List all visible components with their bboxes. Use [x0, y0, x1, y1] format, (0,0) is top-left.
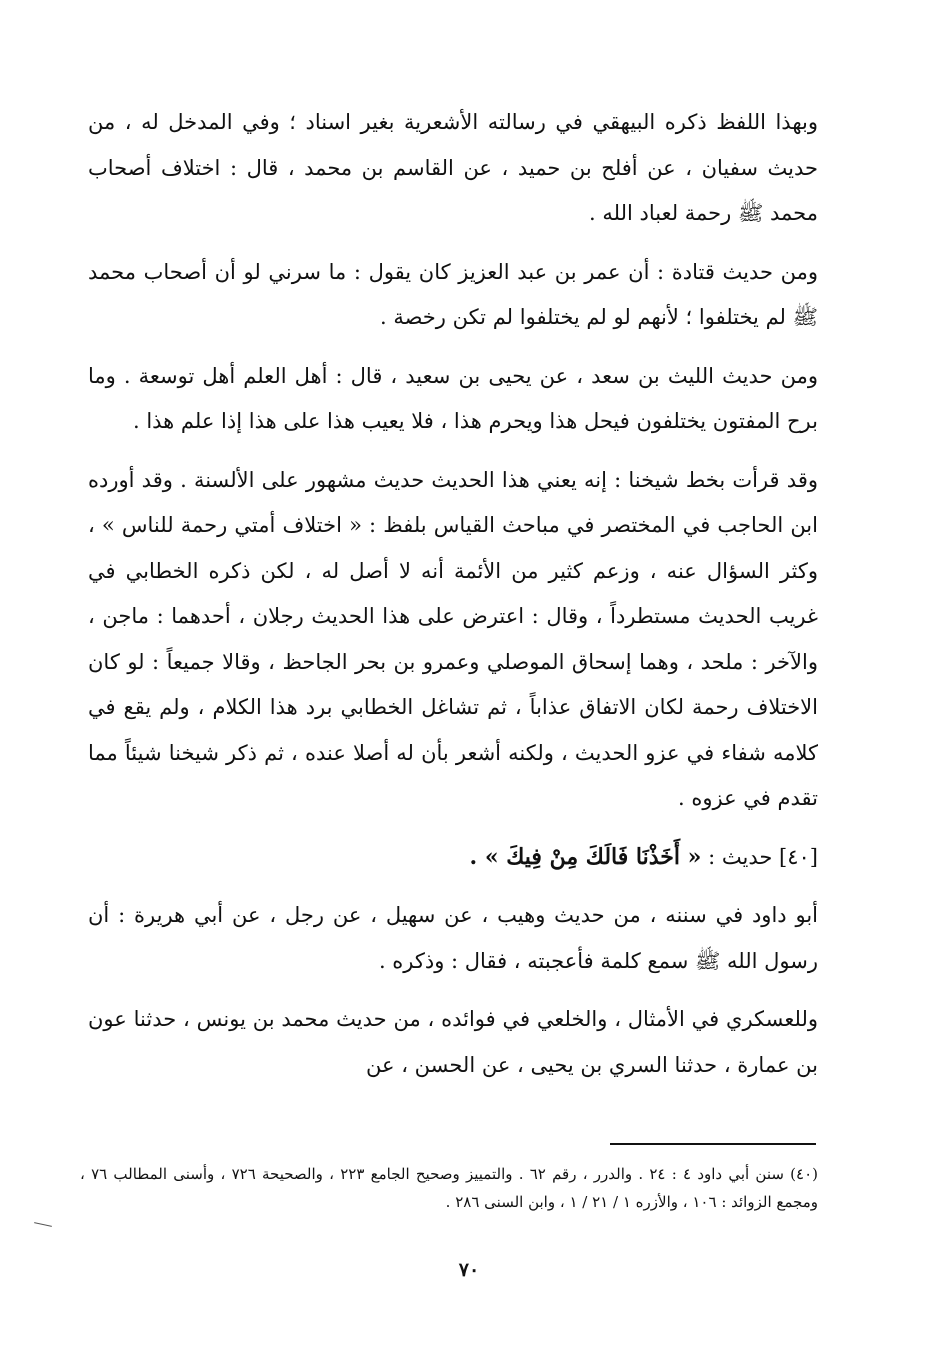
hadith-heading [88, 835, 818, 881]
hadith-quote: « أَخَذْنَا فَالَكَ مِنْ فِيكَ » . [469, 843, 702, 870]
footnote-40: (٤٠) سنن أبي داود ٤ : ٢٤ . والدرر ، رقم ٦٢ . والتمييز وصحيح الجامع ٢٢٣ ، والصحيحة ٧٢٦ ، وأسنى المطالب ٧٦ ، ومجمع الزوائد : ١٠٦ ، والأزره ١ / ٢١ / ١ ، وابن السنى ٢٨٦ . [80, 1165, 818, 1211]
paragraph-askari: وللعسكري في الأمثال ، والخلعي في فوائده ، من حديث محمد بن يونس ، حدثنا عون بن عمارة ، حدثنا السري بن يحيى ، عن الحسن ، عن [88, 1007, 818, 1077]
page-number: ٧٠ [458, 1259, 480, 1281]
paragraph-abu-dawud: أبو داود في سننه ، من حديث وهيب ، عن سهيل ، عن رجل ، عن أبي هريرة : أن رسول الله ﷺ سمع كلمة فأعجبته ، فقال : وذكره . [88, 903, 818, 973]
footnotes [80, 1160, 818, 1216]
margin-mark [34, 1222, 52, 1227]
paragraph-qatada: ومن حديث قتادة : أن عمر بن عبد العزيز كان يقول : ما سرني لو أن أصحاب محمد ﷺ لم يختلفوا ؛ لأنهم لو لم يختلفوا لم تكن رخصة . [88, 259, 818, 329]
main-text [88, 100, 818, 1101]
hadith-prefix: حديث : [708, 844, 773, 869]
paragraph-layth: ومن حديث الليث بن سعد ، عن يحيى بن سعيد ، قال : أهل العلم أهل توسعة . وما برح المفتون يختلفون فيحل هذا ويحرم هذا ، فلا يعيب هذا على هذا إذا علم هذا . [88, 363, 818, 433]
paragraph-shaykh: وقد قرأت بخط شيخنا : إنه يعني هذا الحديث حديث مشهور على الألسنة . وقد أورده ابن الحاجب في المختصر في مباحث القياس بلفظ : « اختلاف أمتي رحمة للناس » ، وكثر السؤال عنه ، وزعم كثير من الأئمة أنه لا أصل له ، لكن ذكره الخطابي في غريب الحديث مستطرداً ، وقال : اعترض على هذا الحديث رجلان ، أحدهما : ماجن ، والآخر : ملحد ، وهما إسحاق الموصلي وعمرو بن بحر الجاحظ ، وقالا جميعاً : لو كان الاختلاف رحمة لكان الاتفاق عذاباً ، ثم تشاغل الخطابي برد هذا الكلام ، ولم يقع في كلامه شفاء في عزو الحديث ، ولكنه أشعر بأن له أصلا عنده ، ثم ذكر شيخنا شيئاً مما تقدم في عزوه . [88, 467, 818, 810]
footnote-separator [610, 1143, 816, 1145]
paragraph-bayhaqi: وبهذا اللفظ ذكره البيهقي في رسالته الأشعرية بغير اسناد ؛ وفي المدخل له ، من حديث سفيان ، عن أفلح بن حميد ، عن القاسم بن محمد ، قال : اختلاف أصحاب محمد ﷺ رحمة لعباد الله . [88, 110, 818, 225]
hadith-number: [٤٠] [779, 844, 818, 869]
